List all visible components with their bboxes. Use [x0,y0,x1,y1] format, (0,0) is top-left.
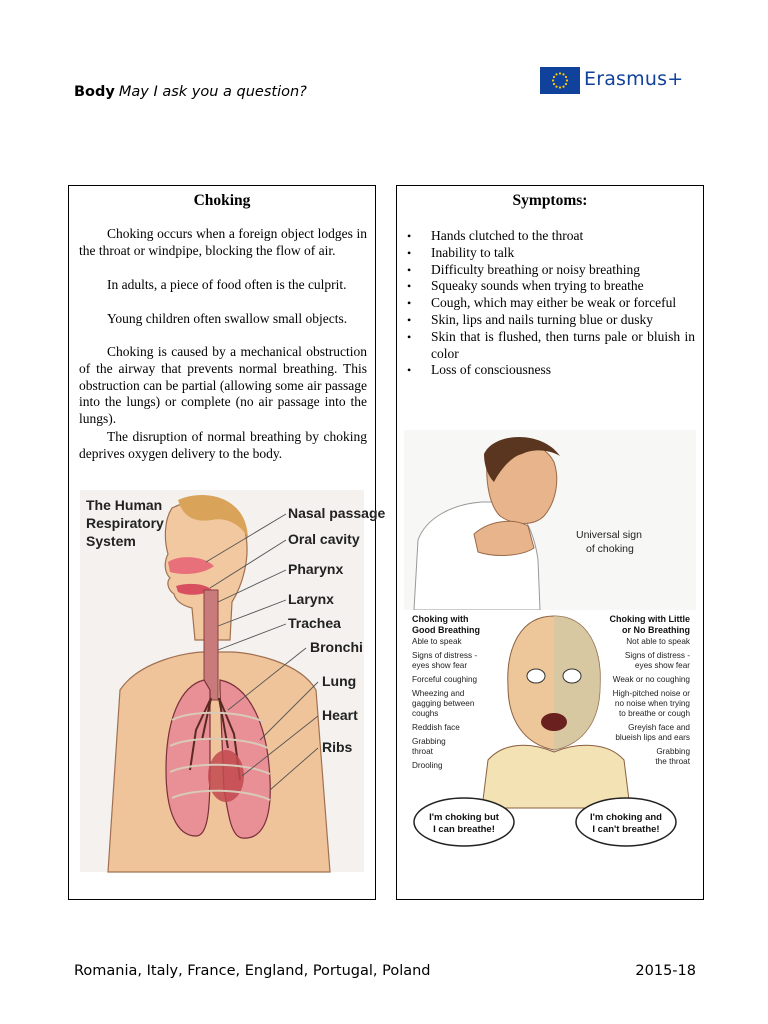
poor-item: to breathe or cough [618,709,690,718]
symptom-item: • Squeaky sounds when trying to breathe [407,278,695,295]
good-item: Wheezing and [412,689,465,698]
poor-item: blueish lips and ears [615,733,690,742]
poor-item: eyes show fear [634,661,690,670]
left-eye [527,669,545,683]
symptom-item: • Skin, lips and nails turning blue or dusky [407,312,695,329]
erasmus-logo-text: Erasmus+ [584,68,684,90]
poor-item: High-pitched noise or [612,689,690,698]
eu-flag-icon [540,67,580,94]
good-item: Drooling [412,761,443,770]
symptom-item: • Loss of consciousness [407,362,695,379]
poor-breathing-title-1: Choking with Little [609,614,690,624]
choking-illustration [404,430,696,860]
poor-item: no noise when trying [614,699,690,708]
poor-item: the throat [655,757,690,766]
choking-paragraph-3: Young children often swallow small objects. [107,311,348,326]
footer-countries: Romania, Italy, France, England, Portugal, Poland [74,963,431,979]
heart-shape [208,750,244,802]
good-item: coughs [412,709,439,718]
symptoms-list [407,228,695,379]
symptom-item: • Difficulty breathing or noisy breathing [407,262,695,279]
figure-title-line-3: System [86,533,136,549]
label-larynx: Larynx [288,591,334,607]
poor-item: Signs of distress - [624,651,690,660]
symptom-item: • Inability to talk [407,245,695,262]
good-item: Able to speak [412,637,462,646]
choking-paragraph-5: The disruption of normal breathing by choking deprives oxygen delivery to the body. [79,429,367,461]
choking-paragraph-4: Choking is caused by a mechanical obstruction of the airway that prevents normal breathing. This obstruction can be partial (allowing some air passage into the lungs) or complete (no air passage into the lungs). [79,344,367,427]
header-title [74,84,307,100]
respiratory-system-illustration [80,490,386,872]
poor-breathing-title-2: or No Breathing [621,625,690,635]
good-item: Reddish face [412,723,460,732]
label-pharynx: Pharynx [288,561,344,577]
good-item: gagging between [412,699,475,708]
symptom-item: • Skin that is flushed, then turns pale or bluish in color [407,329,695,363]
bubble-right-line-2: I can't breathe! [592,824,660,835]
label-lung: Lung [322,673,357,689]
universal-sign-line-2: of choking [586,543,634,555]
good-item: Forceful coughing [412,675,478,684]
choking-paragraph-1: Choking occurs when a foreign object lodges in the throat or windpipe, blocking the flow of air. [79,226,367,258]
bubble-left-line-1: I'm choking but [429,812,499,823]
symptom-item: • Hands clutched to the throat [407,228,695,245]
poor-item: Grabbing [656,747,690,756]
label-bronchi: Bronchi [310,639,363,655]
poor-item: Not able to speak [626,637,690,646]
choking-paragraph-2: In adults, a piece of food often is the culprit. [107,277,347,292]
good-breathing-title-2: Good Breathing [412,625,480,635]
good-item: throat [412,747,433,756]
figure-title-line-2: Respiratory [86,515,164,531]
bubble-right-line-1: I'm choking and [590,812,662,823]
label-heart: Heart [322,707,358,723]
good-breathing-title-1: Choking with [412,614,469,624]
symptom-item: • Cough, which may either be weak or forceful [407,295,695,312]
header-subtitle: May I ask you a question? [118,84,307,100]
good-item: Signs of distress - [412,651,478,660]
label-ribs: Ribs [322,739,353,755]
choking-title: Choking [193,192,251,209]
symptoms-title: Symptoms: [512,192,588,209]
bubble-left-line-2: I can breathe! [433,824,495,835]
erasmus-logo [540,67,684,95]
open-mouth [541,713,567,731]
good-item: Grabbing [412,737,446,746]
footer-years: 2015-18 [635,963,696,979]
header-subject: Body [74,84,115,100]
good-item: eyes show fear [412,661,468,670]
poor-item: Greyish face and [628,723,690,732]
right-eye [563,669,581,683]
universal-sign-line-1: Universal sign [576,529,642,541]
figure-title-line-1: The Human [86,497,163,513]
shirt-collar-shape [482,745,630,808]
poor-item: Weak or no coughing [612,675,690,684]
label-nasal-passage: Nasal passage [288,505,386,521]
label-oral-cavity: Oral cavity [288,531,360,547]
label-trachea: Trachea [288,615,341,631]
